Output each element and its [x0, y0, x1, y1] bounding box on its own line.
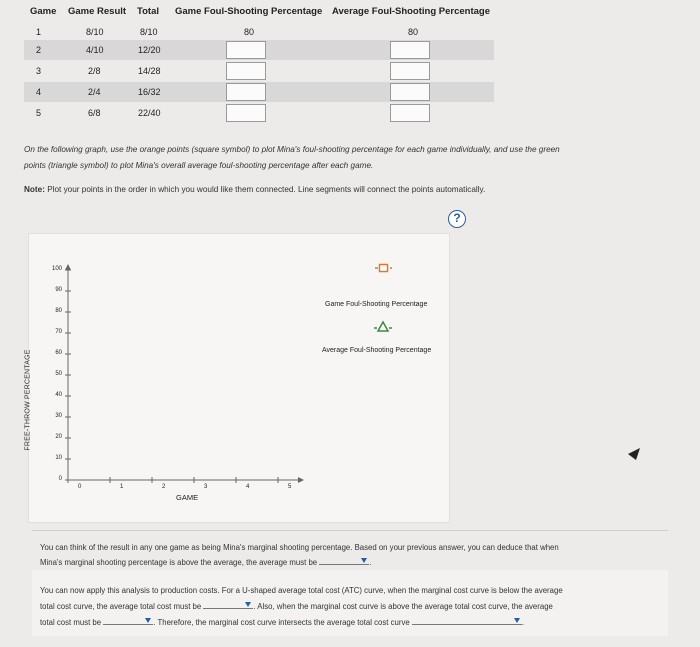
q1-dropdown[interactable]	[319, 556, 369, 565]
header-avg-foul-pct: Average Foul-Shooting Percentage	[332, 6, 491, 17]
x-tick-label: 4	[246, 484, 250, 490]
header-game-foul-pct: Game Foul-Shooting Percentage	[175, 6, 323, 17]
y-tick-label: 80	[55, 308, 62, 314]
y-tick-label: 100	[51, 266, 62, 272]
cell-total: 14/28	[138, 66, 161, 76]
question2-text-b: . Also, when the marginal cost curve is above the average total cost curve, the average	[253, 602, 553, 611]
instructions-line-2: points (triangle symbol) to plot Mina's overall average foul-shooting percentage after each game.	[24, 161, 374, 170]
y-axis-arrow	[65, 264, 71, 270]
y-tick-label: 10	[55, 455, 62, 461]
cell-game: 4	[36, 87, 42, 97]
y-axis-label: FREE-THROW PERCENTAGE	[24, 349, 32, 451]
y-tick-label: 60	[55, 350, 62, 356]
q2-dropdown-2[interactable]	[103, 616, 153, 625]
cell-game: 3	[36, 66, 42, 76]
question1-line2: Mina's marginal shooting percentage is above the average, the average must be .	[40, 558, 372, 567]
cell-game: 2	[36, 45, 42, 55]
chevron-down-icon	[245, 602, 251, 607]
question1-text: Mina's marginal shooting percentage is above the average, the average must be	[40, 558, 318, 567]
y-tick-label: 0	[58, 476, 62, 482]
header-total: Total	[137, 6, 159, 17]
green-triangle-tool[interactable]	[374, 322, 392, 331]
y-tick-label: 90	[55, 287, 62, 293]
question2-line2	[40, 599, 650, 614]
y-tick-label: 50	[55, 371, 62, 377]
cell-result: 6/8	[88, 108, 101, 118]
help-icon[interactable]: ?	[448, 210, 466, 228]
x-tick-label: 0	[78, 484, 82, 490]
cell-result: 2/4	[88, 87, 101, 97]
question2-text-d: . Therefore, the marginal cost curve intersects the average total cost curve	[153, 618, 410, 627]
note-label: Note:	[24, 185, 45, 194]
cell-game: 1	[36, 27, 42, 37]
header-game-result: Game Result	[68, 6, 127, 17]
cell-result: 2/8	[88, 66, 101, 76]
question1-line1: You can think of the result in any one game as being Mina's marginal shooting percentage. Based on your previous answer, you can deduce that when	[40, 543, 559, 552]
cell-result: 8/10	[86, 27, 104, 37]
chevron-down-icon	[514, 618, 520, 623]
x-axis-label: GAME	[176, 493, 199, 502]
divider	[32, 530, 668, 531]
header-game: Game	[30, 6, 57, 17]
x-tick-label: 5	[288, 484, 292, 490]
question2-text-c: total cost must be	[40, 618, 102, 627]
question2-text-a: total cost curve, the average total cost must be	[40, 602, 202, 611]
legend-orange-label: Game Foul-Shooting Percentage	[325, 301, 428, 308]
chevron-down-icon	[145, 618, 151, 623]
question2-line3: total cost must be . Therefore, the marginal cost curve intersects the average total cost curve .	[40, 618, 525, 627]
note-body: Plot your points in the order in which you would like them connected. Line segments will connect the points automatically.	[47, 185, 486, 194]
instructions-line-1: On the following graph, use the orange points (square symbol) to plot Mina's foul-shooting percentage for each game individually, and use the green	[24, 145, 560, 154]
cell-avg-pct: 80	[408, 27, 419, 37]
question2-line1: You can now apply this analysis to production costs. For a U-shaped average total cost (ATC) curve, when the marginal cost curve is below the average	[40, 586, 563, 595]
cell-total: 8/10	[140, 27, 158, 37]
y-tick-label: 70	[55, 329, 62, 335]
y-tick-label: 30	[55, 413, 62, 419]
legend-green-label: Average Foul-Shooting Percentage	[322, 347, 432, 354]
cell-result: 4/10	[86, 45, 104, 55]
chevron-down-icon	[361, 558, 367, 563]
cell-total: 12/20	[138, 45, 161, 55]
cell-total: 22/40	[138, 108, 161, 118]
orange-square-tool[interactable]	[375, 265, 392, 272]
cell-game: 5	[36, 108, 42, 118]
x-tick-label: 2	[162, 484, 166, 490]
x-tick-label: 3	[204, 484, 208, 490]
cell-total: 16/32	[138, 87, 161, 97]
y-tick-label: 20	[55, 434, 62, 440]
cell-foul-pct: 80	[244, 27, 255, 37]
x-tick-label: 1	[120, 484, 124, 490]
x-axis-arrow	[298, 477, 304, 483]
q2-dropdown-3[interactable]	[412, 616, 522, 625]
y-tick-label: 40	[55, 392, 62, 398]
q2-dropdown-1[interactable]	[203, 600, 253, 609]
mouse-cursor-icon	[628, 448, 640, 460]
